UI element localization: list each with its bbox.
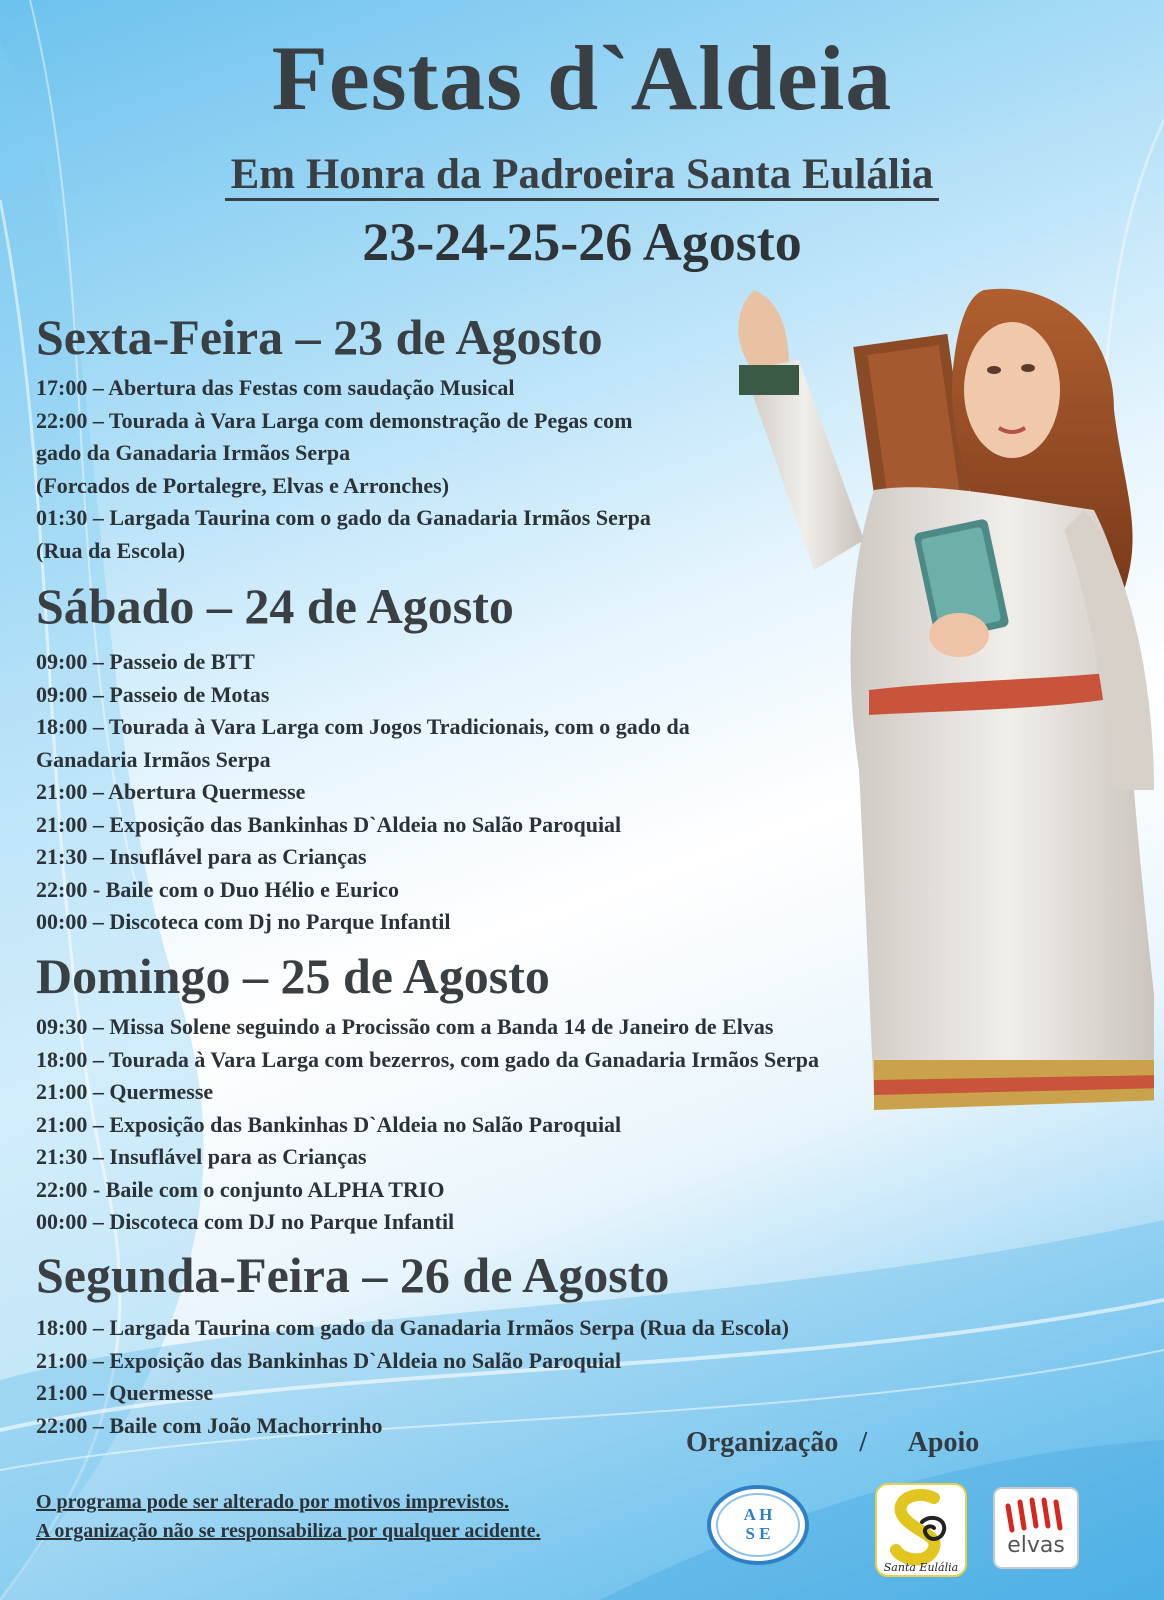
event-item: (Rua da Escola) [36, 537, 186, 563]
event-list-saturday [36, 646, 1016, 939]
event-item: 00:00 – Discoteca com Dj no Parque Infantil [36, 909, 451, 934]
event-item: 21:00 – Quermesse [36, 1079, 214, 1104]
event-item: 22:00 – Tourada à Vara Larga com demonstração de Pegas com [36, 407, 633, 433]
poster-subtitle-text: Em Honra da Padroeira Santa Eulália [225, 151, 940, 201]
disclaimer-note: A organização não se responsabiliza por qualquer acidente. [36, 1520, 541, 1542]
event-item: (Forcados de Portalegre, Elvas e Arronches) [36, 472, 450, 498]
elvas-municipality-logo [990, 1484, 1082, 1572]
event-item: 22:00 – Baile com João Machorrinho [36, 1412, 383, 1438]
day-heading-sunday: Domingo – 25 de Agosto [36, 948, 550, 1004]
event-item: 22:00 - Baile com o Duo Hélio e Eurico [36, 876, 399, 902]
event-item: Ganadaria Irmãos Serpa [36, 746, 271, 772]
poster-subtitle [0, 150, 1164, 200]
ahse-logo-line1: A H [743, 1505, 773, 1524]
ahse-logo-line2: S E [745, 1524, 771, 1543]
elvas-logo-text: elvas [1007, 1533, 1065, 1558]
event-item: 09:30 – Missa Solene seguindo a Procissão com a Banda 14 de Janeiro de Elvas [36, 1014, 774, 1039]
event-item: 18:00 – Tourada à Vara Larga com Jogos Tradicionais, com o gado da [36, 714, 690, 739]
day-heading-monday: Segunda-Feira – 26 de Agosto [36, 1247, 670, 1303]
event-item: 09:00 – Passeio de Motas [36, 681, 270, 707]
event-item: 21:30 – Insuflável para as Crianças [36, 1144, 367, 1169]
day-heading-friday: Sexta-Feira – 23 de Agosto [36, 309, 603, 365]
event-list-monday [36, 1312, 1016, 1442]
santa-eulalia-logo [872, 1480, 970, 1580]
disclaimer-notes [36, 1488, 540, 1546]
poster-title: Festas d`Aldeia [271, 27, 893, 129]
day-heading-saturday: Sábado – 24 de Agosto [36, 578, 514, 634]
ahse-logo [706, 1484, 810, 1566]
disclaimer-note: O programa pode ser alterado por motivos imprevistos. [36, 1491, 509, 1513]
event-item: 21:00 – Quermesse [36, 1380, 214, 1405]
event-item: gado da Ganadaria Irmãos Serpa [36, 440, 351, 465]
event-item: 21:30 – Insuflável para as Crianças [36, 844, 367, 869]
organizacao-apoio-label: Organização / Apoio [686, 1427, 980, 1458]
event-item: 21:00 – Abertura Quermesse [36, 779, 306, 804]
event-item: 21:00 – Exposição das Bankinhas D`Aldeia no Salão Paroquial [36, 1347, 622, 1373]
festival-dates: 23-24-25-26 Agosto [362, 212, 802, 272]
event-item: 21:00 – Exposição das Bankinhas D`Aldeia no Salão Paroquial [36, 811, 622, 837]
event-item: 22:00 - Baile com o conjunto ALPHA TRIO [36, 1176, 445, 1202]
event-item: 18:00 – Largada Taurina com gado da Ganadaria Irmãos Serpa (Rua da Escola) [36, 1315, 789, 1340]
event-item: 18:00 – Tourada à Vara Larga com bezerros, com gado da Ganadaria Irmãos Serpa [36, 1046, 820, 1072]
event-list-friday [36, 372, 1016, 567]
event-item: 00:00 – Discoteca com DJ no Parque Infantil [36, 1209, 455, 1234]
event-item: 09:00 – Passeio de BTT [36, 649, 255, 674]
event-list-sunday [36, 1011, 1016, 1239]
event-item: 17:00 – Abertura das Festas com saudação Musical [36, 375, 515, 400]
event-item: 21:00 – Exposição das Bankinhas D`Aldeia no Salão Paroquial [36, 1111, 622, 1137]
santa-eulalia-logo-text: Santa Eulália [883, 1561, 959, 1574]
event-item: 01:30 – Largada Taurina com o gado da Ganadaria Irmãos Serpa [36, 505, 651, 530]
